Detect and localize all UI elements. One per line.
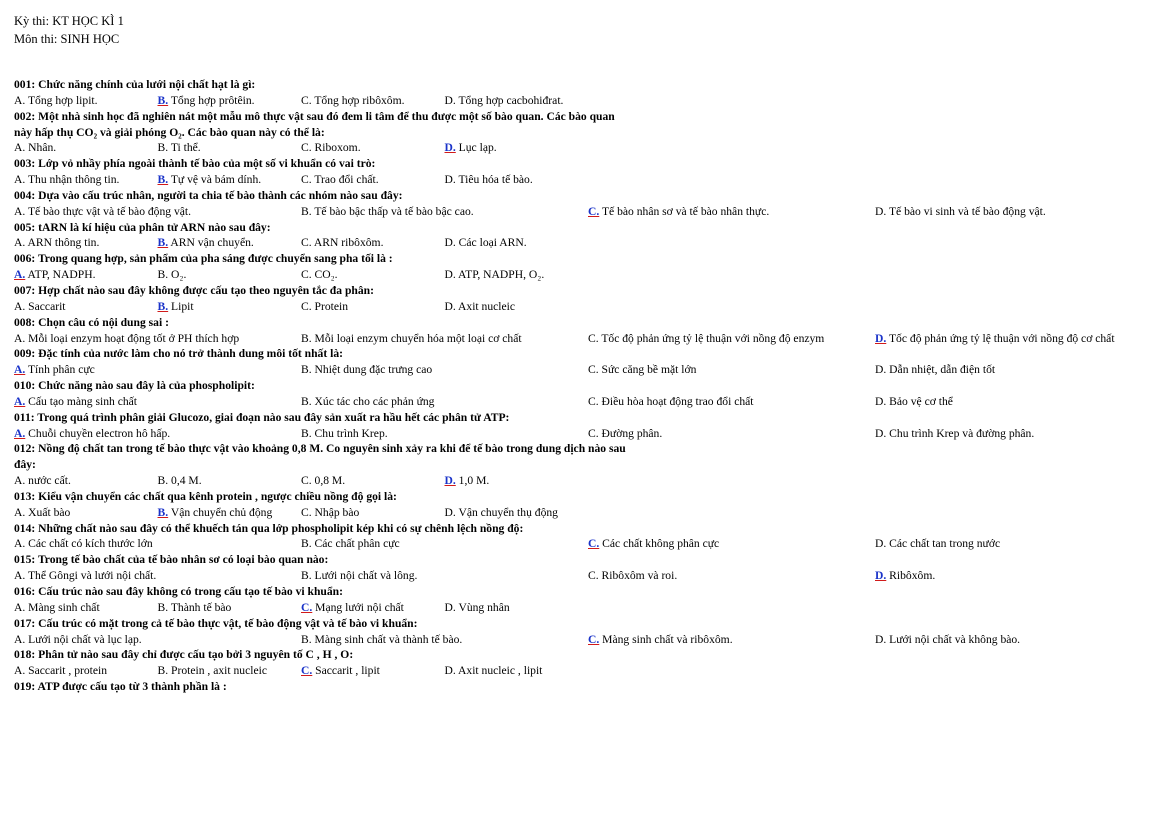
answer-option bbox=[158, 172, 302, 188]
exam-header bbox=[14, 12, 124, 48]
option-letter: B. bbox=[157, 600, 169, 614]
question-text: 015: Trong tế bào chất của tế bào nhân sơ có loại bào quan nào: bbox=[14, 553, 329, 567]
answer-option bbox=[158, 505, 302, 521]
question-text: 016: Cấu trúc nào sau đây không có trong cấu tạo tế bào vi khuẩn: bbox=[14, 585, 343, 598]
option-text: Dẫn nhiệt, dẫn điện tốt bbox=[886, 363, 996, 377]
answer-options bbox=[14, 267, 626, 283]
question-item bbox=[14, 410, 1035, 442]
option-text: Axit nucleic , lipit bbox=[455, 664, 543, 678]
answer-option bbox=[445, 505, 589, 521]
option-text: Các chất không phân cực bbox=[599, 537, 720, 551]
option-letter: C. bbox=[301, 299, 312, 313]
answer-option bbox=[875, 362, 1162, 378]
question-item bbox=[14, 220, 626, 252]
correct-answer-letter: D. bbox=[875, 331, 887, 345]
option-text: Thu nhận thông tin. bbox=[25, 173, 120, 187]
option-letter: B. bbox=[157, 141, 169, 155]
answer-option bbox=[301, 93, 445, 109]
answer-options bbox=[14, 426, 1035, 442]
answer-option bbox=[875, 632, 1162, 648]
answer-option bbox=[14, 140, 158, 156]
option-letter: D. bbox=[444, 664, 456, 678]
answer-option bbox=[301, 140, 445, 156]
answer-option bbox=[588, 426, 875, 442]
option-letter: A. bbox=[14, 93, 26, 107]
option-letter: A. bbox=[14, 664, 26, 678]
option-letter: B. bbox=[301, 632, 312, 646]
answer-option bbox=[445, 140, 589, 156]
option-text: Tổng hợp prôtêin. bbox=[168, 93, 255, 107]
option-text: Sức căng bề mặt lớn bbox=[598, 363, 697, 377]
answer-options bbox=[14, 362, 996, 378]
question-item bbox=[14, 378, 953, 410]
answer-options bbox=[14, 568, 936, 584]
answer-option bbox=[445, 235, 589, 251]
answer-option bbox=[301, 394, 588, 410]
option-text: Lục lạp. bbox=[455, 141, 497, 155]
option-text: Tế bào nhân sơ và tế bào nhân thực. bbox=[599, 204, 770, 218]
answer-option bbox=[158, 93, 302, 109]
option-letter: C. bbox=[301, 173, 312, 187]
answer-option bbox=[875, 204, 1162, 220]
answer-option bbox=[14, 505, 158, 521]
option-letter: C. bbox=[301, 236, 312, 250]
option-text: Thành tế bào bbox=[168, 600, 232, 614]
answer-option bbox=[14, 362, 301, 378]
answer-option bbox=[301, 663, 445, 679]
option-text: Màng sinh chất và thành tế bào. bbox=[311, 632, 463, 646]
option-letter: A. bbox=[14, 173, 26, 187]
answer-options bbox=[14, 204, 1046, 220]
answer-option bbox=[14, 663, 158, 679]
option-text: Chu trình Krep và đường phân. bbox=[886, 426, 1035, 440]
option-letter: B. bbox=[301, 331, 312, 345]
option-letter: A. bbox=[14, 569, 26, 583]
question-text: 008: Chọn câu có nội dung sai : bbox=[14, 315, 169, 329]
option-letter: B. bbox=[157, 268, 169, 282]
question-text: 001: Chức năng chính của lưới nội chất hạt là gì: bbox=[14, 78, 256, 91]
question-text: 014: Những chất nào sau đây có thể khuếch tán qua lớp phospholipit kép khi có sự chênh lệch nồng độ: bbox=[14, 521, 524, 535]
answer-options bbox=[14, 536, 1001, 552]
answer-option bbox=[301, 299, 445, 315]
option-text: Bảo vệ cơ thể bbox=[886, 394, 953, 408]
question-text: 002: Một nhà sinh học đã nghiên nát một mẫu mô thực vật sau đó đem li tâm để thu được một số bào quan. Các bào quan này hấp thụ CO₂ và giải phóng O₂. Các bào quan này có thể là: bbox=[14, 109, 615, 139]
option-letter: C. bbox=[301, 505, 312, 519]
option-letter: D. bbox=[444, 505, 456, 519]
answer-options bbox=[14, 331, 1115, 347]
option-letter: B. bbox=[157, 664, 169, 678]
option-text: Lưới nội chất và lục lạp. bbox=[25, 632, 142, 646]
answer-options bbox=[14, 140, 626, 156]
answer-option bbox=[875, 426, 1162, 442]
answer-option bbox=[301, 172, 445, 188]
answer-option bbox=[14, 536, 301, 552]
question-text: 013: Kiểu vận chuyển các chất qua kênh protein , ngược chiều nồng độ gọi là: bbox=[14, 489, 397, 503]
option-letter: D. bbox=[444, 600, 456, 614]
question-item bbox=[14, 441, 626, 489]
answer-option bbox=[301, 267, 445, 283]
option-text: Các chất phân cực bbox=[311, 537, 400, 551]
answer-options bbox=[14, 235, 626, 251]
option-letter: C. bbox=[588, 426, 599, 440]
answer-option bbox=[301, 362, 588, 378]
option-text: Nhập bào bbox=[311, 505, 360, 519]
answer-option bbox=[301, 536, 588, 552]
option-text: Tổng hợp cacbohiđrat. bbox=[455, 93, 564, 107]
option-text: Nhân. bbox=[25, 141, 57, 155]
option-text: Thể Gôngi và lưới nội chất. bbox=[25, 569, 157, 583]
option-text: Nhiệt dung đặc trưng cao bbox=[311, 363, 433, 377]
option-letter: A. bbox=[14, 299, 26, 313]
option-text: Màng sinh chất bbox=[25, 600, 100, 614]
option-text: Vận chuyển thụ động bbox=[455, 505, 558, 519]
option-letter: C. bbox=[588, 363, 599, 377]
option-letter: C. bbox=[301, 93, 312, 107]
option-text: Axit nucleic bbox=[455, 299, 516, 313]
correct-answer-letter: B. bbox=[157, 236, 169, 250]
option-letter: D. bbox=[875, 632, 887, 646]
option-letter: B. bbox=[301, 363, 312, 377]
question-item bbox=[14, 188, 1046, 220]
option-letter: C. bbox=[588, 394, 599, 408]
question-list bbox=[14, 77, 1115, 695]
correct-answer-letter: A. bbox=[14, 268, 26, 282]
option-text: Tế bào bậc thấp và tế bào bậc cao. bbox=[311, 204, 474, 218]
option-letter: D. bbox=[444, 236, 456, 250]
option-text: Điều hòa hoạt động trao đổi chất bbox=[598, 394, 754, 408]
answer-option bbox=[158, 140, 302, 156]
answer-options bbox=[14, 505, 626, 521]
option-letter: C. bbox=[588, 331, 599, 345]
question-item bbox=[14, 315, 1115, 347]
answer-options bbox=[14, 172, 626, 188]
option-letter: A. bbox=[14, 141, 26, 155]
question-text: 009: Đặc tính của nước làm cho nó trở thành dung môi tốt nhất là: bbox=[14, 347, 343, 361]
option-letter: A. bbox=[14, 600, 26, 614]
question-item bbox=[14, 647, 626, 679]
correct-answer-letter: A. bbox=[14, 394, 26, 408]
option-text: Tế bào vi sinh và tế bào động vật. bbox=[886, 204, 1046, 218]
option-letter: D. bbox=[875, 426, 887, 440]
option-text: 0,4 M. bbox=[168, 474, 202, 488]
answer-option bbox=[588, 394, 875, 410]
option-text: Ti thể. bbox=[168, 141, 201, 155]
option-letter: D. bbox=[875, 204, 887, 218]
option-letter: D. bbox=[875, 394, 887, 408]
answer-option bbox=[14, 394, 301, 410]
option-text: Vận chuyển chủ động bbox=[168, 505, 273, 519]
option-text: Tổng hợp lipit. bbox=[25, 93, 98, 107]
correct-answer-letter: B. bbox=[157, 505, 169, 519]
option-letter: B. bbox=[157, 474, 169, 488]
answer-option bbox=[445, 267, 589, 283]
option-letter: A. bbox=[14, 474, 26, 488]
option-text: Tổng hợp ribôxôm. bbox=[311, 93, 405, 107]
exam-title: Kỳ thi: KT HỌC KÌ 1 bbox=[14, 14, 124, 28]
answer-option bbox=[875, 568, 1162, 584]
correct-answer-letter: D. bbox=[444, 474, 456, 488]
option-text: Ribôxôm và roi. bbox=[598, 569, 678, 583]
option-letter: C. bbox=[301, 268, 312, 282]
option-text: Tế bào thực vật và tế bào động vật. bbox=[25, 204, 192, 218]
option-letter: A. bbox=[14, 537, 26, 551]
answer-option bbox=[588, 536, 875, 552]
answer-option bbox=[14, 632, 301, 648]
option-text: Xúc tác cho các phản ứng bbox=[311, 394, 435, 408]
option-text: Trao đổi chất. bbox=[311, 173, 379, 187]
answer-option bbox=[445, 93, 589, 109]
option-text: Protein , axit nucleic bbox=[168, 664, 267, 678]
option-letter: D. bbox=[875, 537, 887, 551]
answer-option bbox=[158, 235, 302, 251]
question-item bbox=[14, 283, 626, 315]
question-item bbox=[14, 489, 626, 521]
option-letter: A. bbox=[14, 632, 26, 646]
answer-option bbox=[14, 299, 158, 315]
question-text: 018: Phân tử nào sau đây chỉ được cấu tạo bởi 3 nguyên tố C , H , O: bbox=[14, 648, 354, 662]
subject-title: Môn thi: SINH HỌC bbox=[14, 32, 120, 46]
answer-option bbox=[14, 172, 158, 188]
answer-option bbox=[158, 473, 302, 489]
question-item bbox=[14, 616, 1021, 648]
answer-option bbox=[14, 568, 301, 584]
option-text: Lưới nội chất và lông. bbox=[311, 569, 418, 583]
option-text: Lipit bbox=[168, 299, 194, 313]
option-text: Mạng lưới nội chất bbox=[312, 600, 404, 614]
answer-option bbox=[301, 600, 445, 616]
option-letter: A. bbox=[14, 331, 26, 345]
answer-option bbox=[445, 299, 589, 315]
question-text: 003: Lớp vỏ nhầy phía ngoài thành tế bào của một số vi khuẩn có vai trò: bbox=[14, 157, 376, 171]
answer-option bbox=[445, 473, 589, 489]
correct-answer-letter: B. bbox=[157, 93, 169, 107]
option-text: CO₂. bbox=[311, 268, 338, 282]
option-letter: C. bbox=[301, 141, 312, 155]
option-letter: A. bbox=[14, 505, 26, 519]
question-item bbox=[14, 552, 936, 584]
option-text: Saccarit , protein bbox=[25, 664, 108, 678]
option-letter: B. bbox=[301, 426, 312, 440]
answer-option bbox=[588, 632, 875, 648]
question-item bbox=[14, 156, 626, 188]
option-letter: D. bbox=[444, 299, 456, 313]
option-text: Lưới nội chất và không bào. bbox=[886, 632, 1021, 646]
option-text: Cấu tạo màng sinh chất bbox=[25, 394, 138, 408]
answer-option bbox=[588, 362, 875, 378]
answer-option bbox=[588, 568, 875, 584]
option-text: Các chất tan trong nước bbox=[886, 537, 1001, 551]
answer-options bbox=[14, 632, 1021, 648]
correct-answer-letter: A. bbox=[14, 426, 26, 440]
answer-option bbox=[301, 235, 445, 251]
option-text: O₂. bbox=[168, 268, 187, 282]
answer-option bbox=[301, 204, 588, 220]
question-item bbox=[14, 521, 1001, 553]
option-text: Tốc độ phản ứng tỷ lệ thuận với nồng độ cơ chất bbox=[886, 331, 1115, 345]
answer-options bbox=[14, 663, 626, 679]
answer-option bbox=[14, 331, 301, 347]
option-text: Các chất có kích thước lớn bbox=[25, 537, 153, 551]
answer-option bbox=[875, 394, 1162, 410]
answer-options bbox=[14, 299, 626, 315]
question-text: 004: Dựa vào cấu trúc nhân, người ta chia tế bào thành các nhóm nào sau đây: bbox=[14, 188, 403, 202]
answer-option bbox=[158, 267, 302, 283]
answer-option bbox=[14, 93, 158, 109]
option-letter: C. bbox=[301, 474, 312, 488]
answer-option bbox=[158, 600, 302, 616]
option-text: ATP, NADPH. bbox=[25, 268, 96, 282]
option-text: Protein bbox=[311, 299, 349, 313]
answer-option bbox=[14, 473, 158, 489]
option-text: Riboxom. bbox=[311, 141, 361, 155]
answer-options bbox=[14, 600, 626, 616]
correct-answer-letter: C. bbox=[588, 537, 600, 551]
option-text: Tiêu hóa tế bào. bbox=[455, 173, 533, 187]
correct-answer-letter: B. bbox=[157, 299, 169, 313]
answer-option bbox=[14, 426, 301, 442]
answer-option bbox=[301, 632, 588, 648]
option-text: Chuỗi chuyền electron hô hấp. bbox=[25, 426, 171, 440]
answer-option bbox=[445, 172, 589, 188]
option-letter: B. bbox=[301, 537, 312, 551]
option-text: ATP, NADPH, O₂. bbox=[455, 268, 545, 282]
option-text: Xuất bào bbox=[25, 505, 71, 519]
answer-option bbox=[588, 204, 875, 220]
question-text: 006: Trong quang hợp, sản phẩm của pha sáng được chuyển sang pha tối là : bbox=[14, 252, 393, 266]
answer-option bbox=[301, 473, 445, 489]
option-letter: D. bbox=[875, 363, 887, 377]
answer-option bbox=[875, 331, 1162, 347]
answer-option bbox=[445, 663, 589, 679]
correct-answer-letter: C. bbox=[588, 204, 600, 218]
answer-option bbox=[588, 331, 875, 347]
question-item bbox=[14, 679, 626, 695]
correct-answer-letter: C. bbox=[588, 632, 600, 646]
answer-option bbox=[158, 299, 302, 315]
answer-option bbox=[301, 505, 445, 521]
question-text: 017: Cấu trúc có mặt trong cả tế bào thực vật, tế bào động vật và tế bào vi khuẩn: bbox=[14, 616, 418, 630]
answer-option bbox=[875, 536, 1162, 552]
question-text: 011: Trong quá trình phân giải Glucozo, giai đoạn nào sau đây sản xuất ra hầu hết các phân tử ATP: bbox=[14, 410, 510, 424]
answer-option bbox=[301, 331, 588, 347]
answer-option bbox=[14, 600, 158, 616]
option-text: ARN vận chuyển. bbox=[168, 236, 254, 250]
correct-answer-letter: D. bbox=[444, 141, 456, 155]
option-letter: B. bbox=[301, 569, 312, 583]
answer-option bbox=[14, 235, 158, 251]
question-item bbox=[14, 346, 996, 378]
question-text: 005: tARN là kí hiệu của phân tử ARN nào sau đây: bbox=[14, 220, 271, 234]
option-text: Chu trình Krep. bbox=[311, 426, 388, 440]
option-text: Đường phân. bbox=[598, 426, 663, 440]
correct-answer-letter: C. bbox=[301, 600, 313, 614]
correct-answer-letter: C. bbox=[301, 664, 313, 678]
option-text: Mỗi loại enzym hoạt động tốt ở PH thích hợp bbox=[25, 331, 240, 345]
option-text: Các loại ARN. bbox=[455, 236, 527, 250]
question-item bbox=[14, 109, 626, 157]
question-item bbox=[14, 77, 626, 109]
option-text: ARN thông tin. bbox=[25, 236, 100, 250]
answer-option bbox=[14, 267, 158, 283]
option-text: nước cất. bbox=[25, 474, 71, 488]
answer-option bbox=[301, 568, 588, 584]
question-text: 019: ATP được cấu tạo từ 3 thành phần là : bbox=[14, 680, 227, 694]
answer-option bbox=[158, 663, 302, 679]
answer-option bbox=[445, 600, 589, 616]
option-letter: A. bbox=[14, 236, 26, 250]
option-text: Mỗi loại enzym chuyển hóa một loại cơ chất bbox=[311, 331, 522, 345]
option-text: 0,8 M. bbox=[311, 474, 346, 488]
answer-option bbox=[14, 204, 301, 220]
option-text: Tự vệ và bám dính. bbox=[168, 173, 262, 187]
question-item bbox=[14, 251, 626, 283]
option-letter: B. bbox=[301, 204, 312, 218]
option-letter: D. bbox=[444, 268, 456, 282]
option-letter: D. bbox=[444, 93, 456, 107]
question-text: 007: Hợp chất nào sau đây không được cấu tạo theo nguyên tắc đa phân: bbox=[14, 283, 374, 297]
option-letter: A. bbox=[14, 204, 26, 218]
option-letter: C. bbox=[588, 569, 599, 583]
option-text: Saccarit bbox=[25, 299, 66, 313]
option-text: Vùng nhân bbox=[455, 600, 510, 614]
question-item bbox=[14, 584, 626, 616]
option-letter: D. bbox=[444, 173, 456, 187]
answer-options bbox=[14, 394, 953, 410]
correct-answer-letter: D. bbox=[875, 569, 887, 583]
answer-option bbox=[301, 426, 588, 442]
option-text: Saccarit , lipit bbox=[312, 664, 380, 678]
correct-answer-letter: B. bbox=[157, 173, 169, 187]
question-text: 010: Chức năng nào sau đây là của phospholipit: bbox=[14, 379, 255, 393]
option-text: Tính phân cực bbox=[25, 363, 95, 377]
answer-options bbox=[14, 473, 626, 489]
option-text: Ribôxôm. bbox=[886, 569, 936, 583]
correct-answer-letter: A. bbox=[14, 363, 26, 377]
option-letter: B. bbox=[301, 394, 312, 408]
option-text: ARN ribôxôm. bbox=[311, 236, 384, 250]
answer-options bbox=[14, 93, 626, 109]
option-text: Tốc độ phản ứng tỷ lệ thuận với nồng độ enzym bbox=[598, 331, 825, 345]
option-text: Màng sinh chất và ribôxôm. bbox=[599, 632, 733, 646]
question-text: 012: Nồng độ chất tan trong tế bào thực vật vào khoảng 0,8 M. Co nguyên sinh xảy ra khi để tế bào trong dung dịch nào sau đây: bbox=[14, 442, 626, 472]
option-text: 1,0 M. bbox=[455, 474, 490, 488]
